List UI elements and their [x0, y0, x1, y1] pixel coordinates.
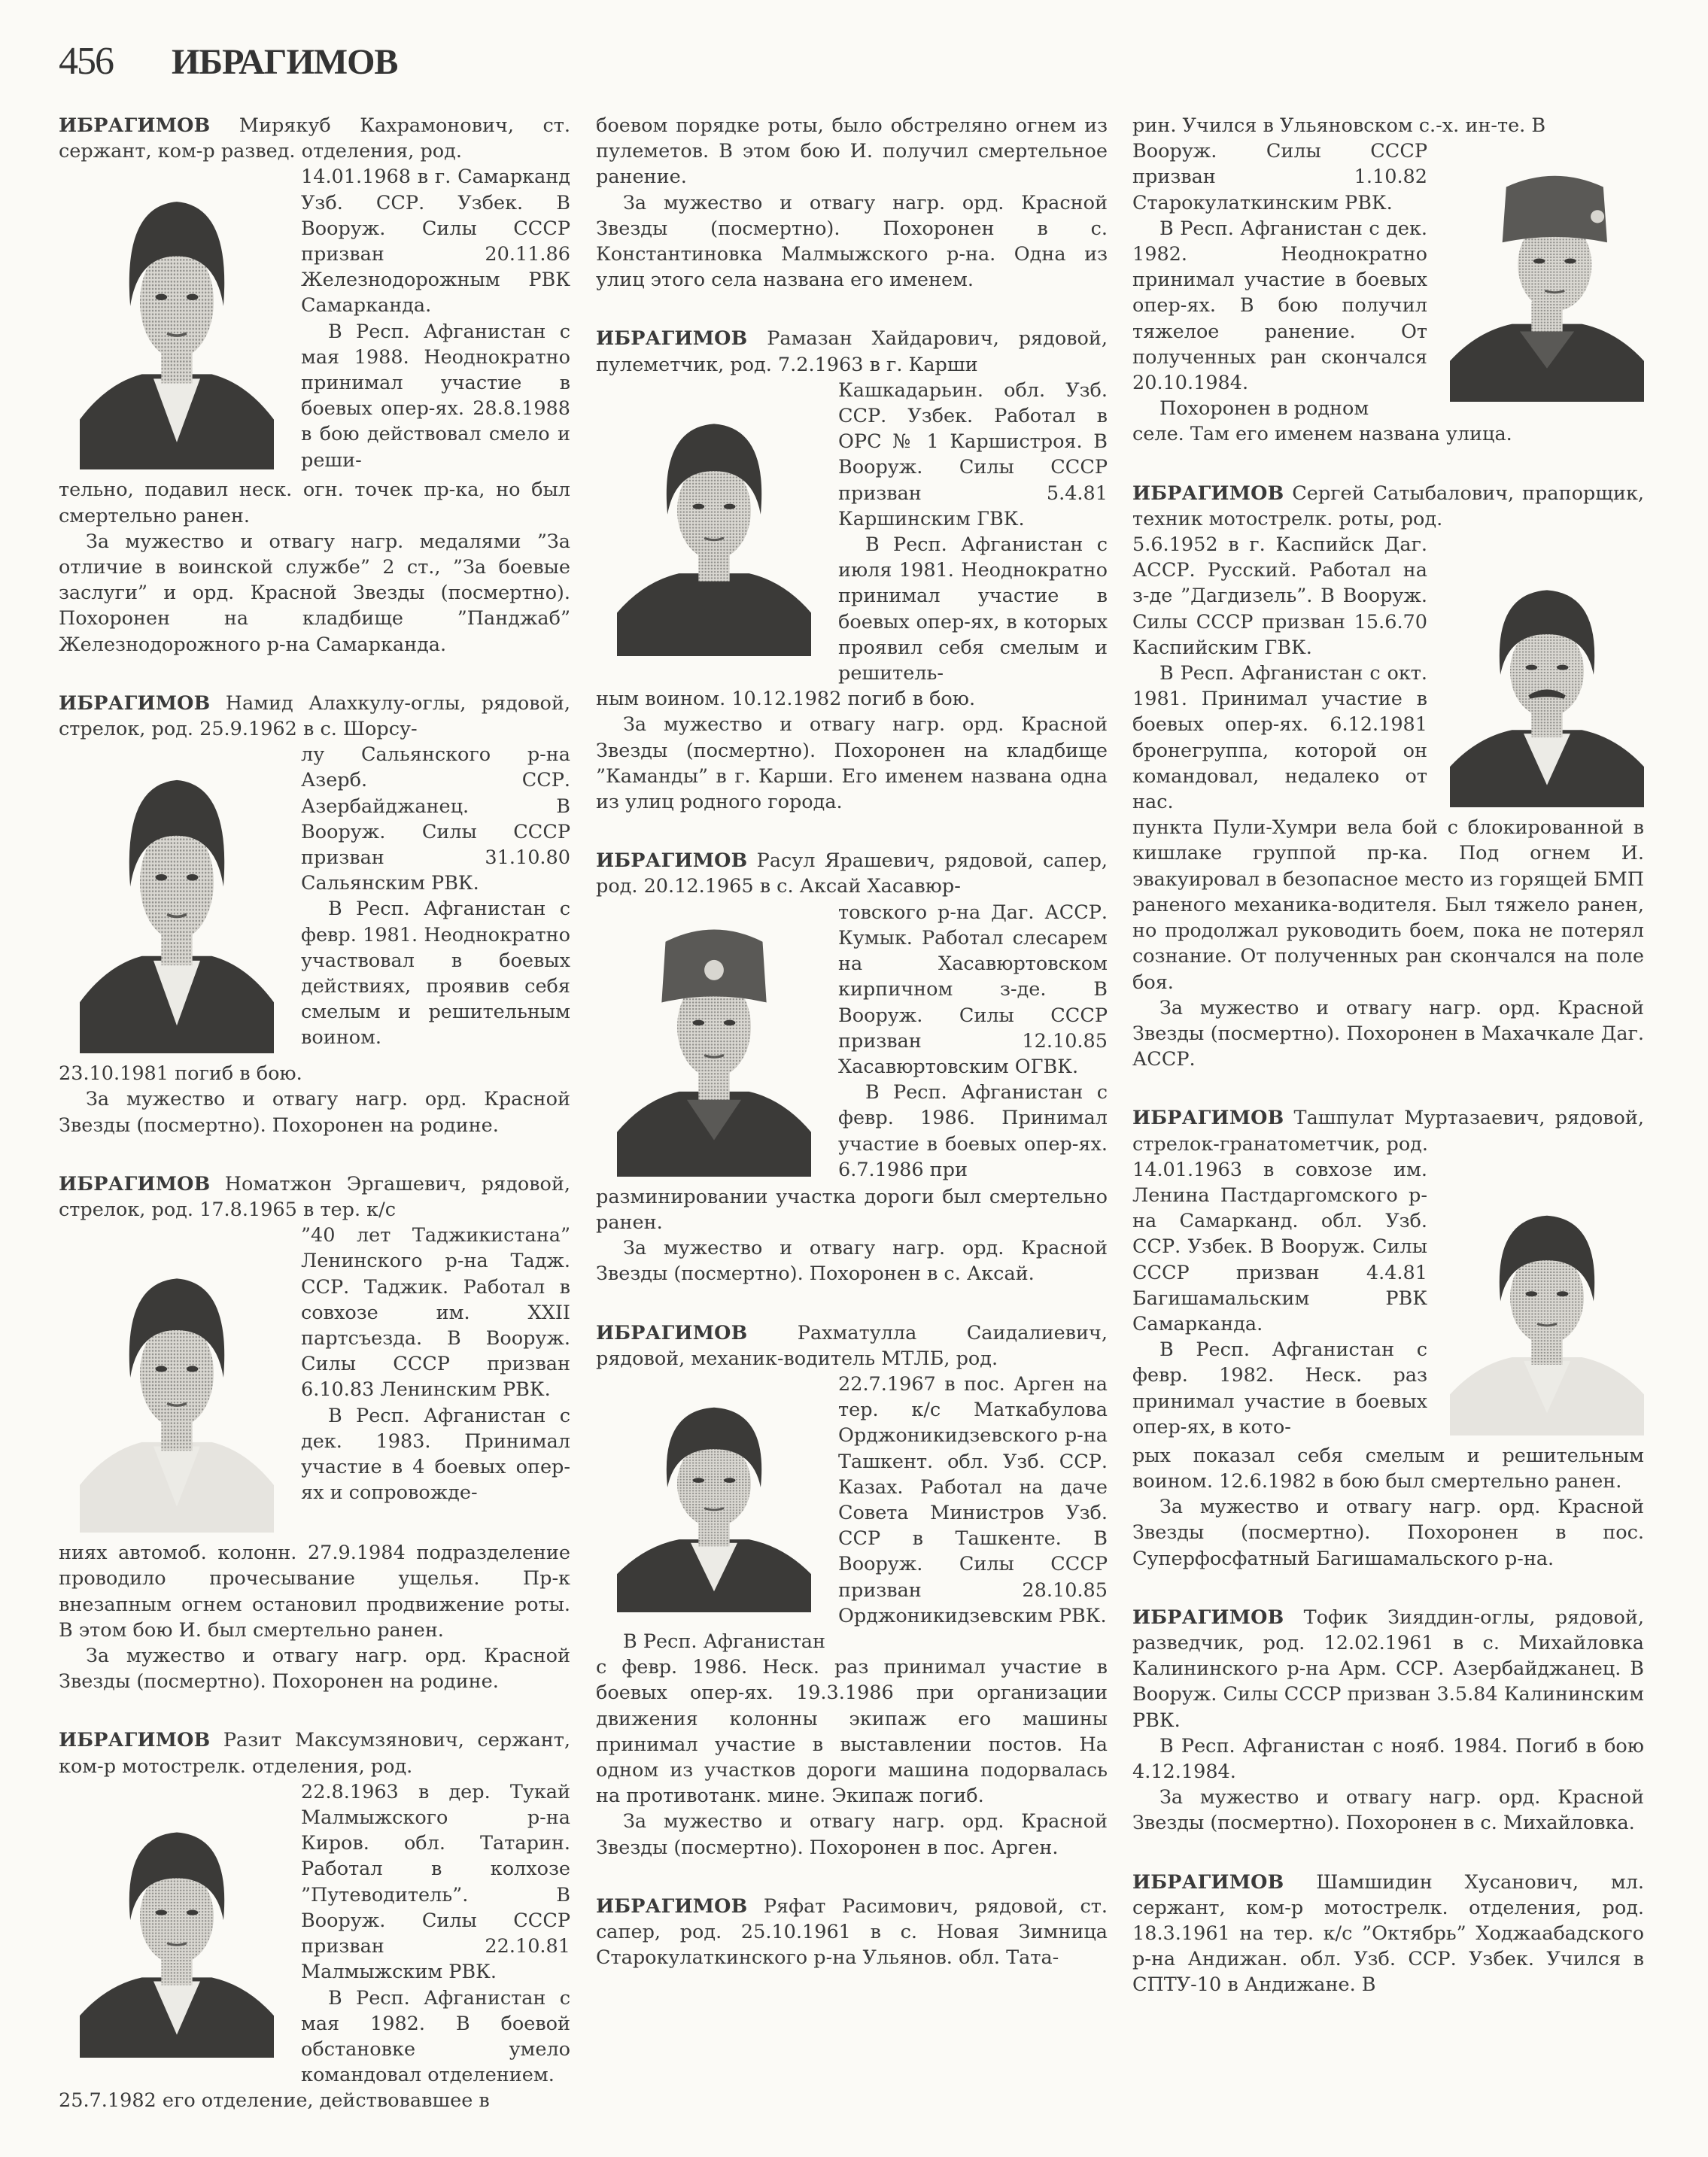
right-eye	[724, 1019, 735, 1025]
fur-hat	[1503, 176, 1607, 243]
entry-surname: ИБРАГИМОВ	[596, 1894, 748, 1918]
portrait-image	[617, 1387, 811, 1612]
right-eye	[187, 294, 198, 300]
entry-bio: товского р-на Даг. АССР. Кумык. Работал слесарем на Хасавюртовском кирпичном з-де. В Вооруж. Силы СССР призван 12.10.85 Хасавюртовским ОГВК.	[838, 901, 1108, 1078]
entry-service: В Респ. Афганистан с июля 1981. Неоднократно принимал участие в боевых опер-ях, в которых проявил себя смелым и решитель-	[838, 533, 1108, 685]
portrait-photo	[1450, 568, 1644, 807]
entry-lead: Номатжон Эргашевич, рядовой, стрелок, род. 17.8.1965 в тер. к/с	[59, 1172, 570, 1222]
entry-ryafat-continued	[1132, 113, 1644, 448]
portrait-image	[80, 1809, 274, 2058]
entry-service-cont: разминировании участка дороги был смертельно ранен.	[596, 1185, 1108, 1234]
entry-razit	[59, 1727, 570, 2113]
entry-surname: ИБРАГИМОВ	[1132, 1606, 1284, 1629]
left-eye	[156, 874, 167, 881]
portrait-image	[80, 175, 274, 469]
entry-lead: Разит Максумзянович, сержант, ком-р мотострелк. отделения, род.	[59, 1729, 570, 1778]
left-eye	[156, 1366, 167, 1372]
entry-miryakub	[59, 113, 570, 658]
entry-lead: Ташпулат Муртазаевич, рядовой, стрелок-гранатометчик, род.	[1132, 1107, 1644, 1156]
left-eye	[693, 1019, 704, 1025]
portrait-photo	[1450, 161, 1644, 402]
entry-bio: ”40 лет Таджикистана” Ленинского р-на Тадж. ССР. Таджик. Работал в совхозе им. XXII партсъезда. В Вооруж. Силы СССР призван 6.10.83 Ленинским РВК.	[301, 1224, 570, 1402]
entry-ryafat	[596, 1894, 1108, 1971]
entry-bio: 14.01.1968 в г. Самарканд Узб. ССР. Узбек. В Вооруж. Силы СССР призван 20.11.86 Железнодорожным РВК Самарканда.	[301, 166, 570, 317]
entry-service-cont: ниях автомоб. колонн. 27.9.1984 подразделение проводило прочесывание ущелья. Пр-к внезапным огнем остановил продвижение роты. В этом бою И. был смертельно ранен.	[59, 1542, 570, 1642]
entry-burial: Похоронен в родном	[1159, 397, 1369, 421]
entry-lead: Сергей Сатыбалович, прапорщик, техник мотострелк. роты, род.	[1132, 482, 1644, 530]
entry-bio: Кашкадарьин. обл. Узб. ССР. Узбек. Работал в ОРС № 1 Каршистроя. В Вооруж. Силы СССР призван 5.4.81 Каршинским ГВК.	[838, 378, 1108, 530]
entry-bio: 22.7.1967 в пос. Арген на тер. к/с Маткабулова Орджоникидзевского р-на Ташкент. обл. Узб. ССР. Казах. Работал на даче Совета Министров Узб. ССР в Ташкенте. В Вооруж. Силы СССР призван 28.10.85 Орджоникидзевским РВК.	[838, 1372, 1108, 1627]
entry-surname: ИБРАГИМОВ	[1132, 1870, 1284, 1894]
entry-service-cont: ным воином. 10.12.1982 погиб в бою.	[596, 688, 976, 711]
entry-lead: Ряфат Расимович, рядовой, ст. сапер, род. 25.10.1961 в с. Новая Зимница Старокулаткинского р-на Ульянов. обл. Тата-	[596, 1894, 1108, 1970]
entry-namid	[59, 691, 570, 1138]
entry-bio: 5.6.1952 в г. Каспийск Даг. АССР. Русский. Работал на з-де ”Дагдизель”. В Вооруж. Силы СССР призван 15.6.70 Каспийским ГВК.	[1132, 533, 1427, 659]
running-head: ИБРАГИМОВ	[172, 42, 398, 82]
entry-service-cont: рых показал себя смелым и решительным воином. 12.6.1982 в бою был смертельно ранен.	[1132, 1444, 1644, 1493]
entry-surname: ИБРАГИМОВ	[59, 691, 211, 715]
entry-award: За мужество и отвагу нагр. орд. Красной Звезды (посмертно). Похоронен в с. Аксай.	[596, 1237, 1108, 1286]
right-eye	[1564, 259, 1576, 264]
left-eye	[693, 1478, 704, 1482]
entry-surname: ИБРАГИМОВ	[59, 1729, 211, 1752]
mustache	[1530, 691, 1564, 697]
entry-sergey	[1132, 481, 1644, 1073]
entry-bio: 14.01.1963 в совхозе им. Ленина Пастдаргомского р-на Самарканд. обл. Узб. ССР. Узбек. В Вооруж. Силы СССР призван 4.4.81 Багишамальским РВК Самарканда.	[1132, 1158, 1427, 1335]
left-eye	[156, 294, 167, 300]
portrait-image	[80, 1253, 274, 1533]
entry-continuation: рин. Учился в Ульяновском с.-х. ин-те. В	[1132, 114, 1546, 137]
entry-rasul	[596, 848, 1108, 1287]
entry-service: В Респ. Афганистан с мая 1982. В боевой обстановке умело командовал отделением.	[301, 1986, 570, 2087]
entry-service: В Респ. Афганистан с дек. 1983. Принимал участие в 4 боевых опер-ях и сопровожде-	[301, 1404, 570, 1505]
entry-shamshidin	[1132, 1870, 1644, 1998]
entry-service-cont: тельно, подавил неск. огн. точек пр-ка, но был смертельно ранен.	[59, 478, 570, 527]
entry-bio: 22.8.1963 в дер. Тукай Малмыжского р-на Киров. обл. Татарин. Работал в колхозе ”Путеводитель”. В Вооруж. Силы СССР призван 22.10.81 Малмыжским РВК.	[301, 1780, 570, 1984]
portrait-photo	[80, 175, 274, 469]
entry-rakhmatulla	[596, 1320, 1108, 1861]
portrait-photo	[80, 1809, 274, 2058]
page-number: 456	[59, 40, 113, 83]
entry-surname: ИБРАГИМОВ	[59, 114, 211, 137]
portrait-image	[1450, 1193, 1644, 1435]
entry-lead: Тофик Зияддин-оглы, рядовой, разведчик, род. 12.02.1961 в с. Михайловка Калининского р-на Арм. ССР. Азербайджанец. В Вооруж. Силы СССР призван 3.5.84 Калининским РВК.	[1132, 1606, 1644, 1732]
column-3	[1132, 113, 1644, 2031]
right-eye	[187, 1366, 198, 1372]
entry-service: В Респ. Афганистан с дек. 1982. Неоднократно принимал участие в боевых опер-ях. В бою получил тяжелое ранение. От полученных ран скончался 20.10.1984.	[1132, 217, 1427, 395]
entry-surname: ИБРАГИМОВ	[1132, 1107, 1284, 1130]
column-2	[596, 113, 1108, 2004]
entry-award: За мужество и отвагу нагр. орд. Красной Звезды (посмертно). Похоронен в с. Константиновка Малмыжского р-на. Одна из улиц этого села названа его именем.	[596, 191, 1108, 292]
portrait-photo	[617, 913, 811, 1177]
entry-bio: лу Сальянского р-на Азерб. ССР. Азербайджанец. В Вооруж. Силы СССР призван 31.10.80 Сальянским РВК.	[301, 743, 570, 895]
entry-lead: Рамазан Хайдарович, рядовой, пулеметчик, род. 7.2.1963 в г. Карши	[596, 327, 1108, 376]
entry-service: В Респ. Афганистан с февр. 1986. Принимал участие в боевых опер-ях. 6.7.1986 при	[838, 1081, 1108, 1181]
entry-tofik	[1132, 1605, 1644, 1836]
hat-badge	[1591, 210, 1604, 223]
right-eye	[187, 874, 198, 881]
entry-razit-continued	[596, 113, 1108, 293]
entry-surname: ИБРАГИМОВ	[596, 327, 748, 351]
entry-service: В Респ. Афганистан с нояб. 1984. Погиб в бою 4.12.1984.	[1132, 1734, 1644, 1783]
right-eye	[1557, 1291, 1568, 1296]
entry-service: В Респ. Афганистан с окт. 1981. Принимал участие в боевых опер-ях. 6.12.1981 бронегруппа, которой он командовал, недалеко от нас.	[1132, 662, 1427, 814]
portrait-image	[1450, 161, 1644, 402]
left-eye	[156, 1909, 167, 1915]
entry-bio: Вооруж. Силы СССР призван 1.10.82 Старокулаткинским РВК.	[1132, 140, 1427, 214]
entry-continuation: боевом порядке роты, было обстреляно огнем из пулеметов. В этом бою И. получил смертельное ранение.	[596, 114, 1108, 189]
entry-service: В Респ. Афганистан с февр. 1981. Неоднократно участвовал в боевых действиях, проявив себя смелым и решительным воином.	[301, 898, 570, 1050]
entry-surname: ИБРАГИМОВ	[59, 1172, 211, 1195]
entry-award: За мужество и отвагу нагр. орд. Красной Звезды (посмертно). Похоронен на родине.	[59, 1088, 570, 1137]
portrait-photo	[617, 1387, 811, 1612]
portrait-image	[1450, 568, 1644, 807]
right-eye	[724, 1478, 735, 1482]
entry-lead: Рахматулла Саидалиевич, рядовой, механик-водитель МТЛБ, род.	[596, 1321, 1108, 1370]
entry-service: В Респ. Афганистан с февр. 1982. Неск. раз принимал участие в боевых опер-ях, в кото-	[1132, 1338, 1427, 1439]
entry-nomatzhon	[59, 1171, 570, 1695]
entry-service: В Респ. Афганистан с мая 1988. Неоднократно принимал участие в боевых опер-ях. 28.8.1988 в бою действовал смело и реши-	[301, 320, 570, 472]
right-eye	[187, 1909, 198, 1915]
entry-award: За мужество и отвагу нагр. орд. Красной Звезды (посмертно). Похоронен на кладбище ”Каманды” в г. Карши. Его именем названа одна из улиц родного города.	[596, 713, 1108, 814]
page-header	[59, 39, 397, 84]
entry-ramazan	[596, 326, 1108, 815]
left-eye	[1526, 1291, 1537, 1296]
entry-surname: ИБРАГИМОВ	[596, 849, 748, 873]
entry-service-cont: с февр. 1986. Неск. раз принимал участие в боевых опер-ях. 19.3.1986 при организации движения колонны экипаж его машины принимал участие в выставлении постов. На одном из участков дороги машина подорвалась на противотанк. мине. Экипаж погиб.	[596, 1656, 1108, 1808]
entry-surname: ИБРАГИМОВ	[1132, 482, 1284, 505]
column-1	[59, 113, 570, 2147]
entry-service: В Респ. Афганистан	[623, 1630, 825, 1653]
portrait-image	[617, 400, 811, 656]
entry-service-cont: 25.7.1982 его отделение, действовавшее в	[59, 2089, 490, 2113]
entry-lead: Шамшидин Хусанович, мл. сержант, ком-р мотострелк. отделения, род. 18.3.1961 на тер. к/с ”Октябрь” Ходжаабадского р-на Андижан. обл. Узб. ССР. Узбек. Учился в СПТУ-10 в Андижане. В	[1132, 1870, 1644, 1997]
left-eye	[1526, 665, 1537, 670]
entry-award: За мужество и отвагу нагр. орд. Красной Звезды (посмертно). Похоронен в пос. Арген.	[596, 1810, 1108, 1859]
right-eye	[724, 503, 735, 509]
right-eye	[1557, 665, 1568, 670]
portrait-image	[617, 913, 811, 1177]
entry-tashpulat	[1132, 1105, 1644, 1571]
entry-award: За мужество и отвагу нагр. орд. Красной Звезды (посмертно). Похоронен на родине.	[59, 1645, 570, 1694]
entry-burial-cont: селе. Там его именем названа улица.	[1132, 423, 1512, 446]
entry-award: За мужество и отвагу нагр. орд. Красной Звезды (посмертно). Похоронен в с. Михайловка.	[1132, 1786, 1644, 1835]
portrait-photo	[80, 1253, 274, 1533]
entry-award: За мужество и отвагу нагр. медалями ”За отличие в воинской службе” 2 ст., ”За боевые заслуги” и орд. Красной Звезды (посмертно). Похоронен на кладбище ”Панджаб” Железнодорожного р-на Самарканда.	[59, 530, 570, 656]
entry-award: За мужество и отвагу нагр. орд. Красной Звезды (посмертно). Похоронен в Махачкале Даг. АССР.	[1132, 996, 1644, 1071]
portrait-photo	[80, 752, 274, 1053]
entry-lead: Намид Алахкулу-оглы, рядовой, стрелок, род. 25.9.1962 в с. Шорсу-	[59, 691, 570, 741]
portrait-photo	[617, 400, 811, 656]
entry-service-cont: пункта Пули-Хумри вела бой с блокированной в кишлаке группой пр-ка. Под огнем И. эвакуировал в безопасное место из горящей БМП раненого механика-водителя. Был тяжело ранен, но продолжал руководить боем, пока не потерял сознание. От полученных ран скончался на поле боя.	[1132, 816, 1644, 994]
entry-lead: Расул Ярашевич, рядовой, сапер, род. 20.12.1965 в с. Аксай Хасавюр-	[596, 849, 1108, 898]
left-eye	[693, 503, 704, 509]
entry-service-cont: 23.10.1981 погиб в бою.	[59, 1062, 302, 1086]
portrait-image	[80, 752, 274, 1053]
entry-lead: Мирякуб Кахрамонович, ст. сержант, ком-р развед. отделения, род.	[59, 114, 570, 163]
entry-award: За мужество и отвагу нагр. орд. Красной Звезды (посмертно). Похоронен в пос. Суперфосфатный Багишамальского р-на.	[1132, 1496, 1644, 1570]
hat-badge	[704, 960, 724, 980]
left-eye	[1533, 259, 1545, 264]
portrait-photo	[1450, 1193, 1644, 1435]
entry-surname: ИБРАГИМОВ	[596, 1321, 748, 1344]
